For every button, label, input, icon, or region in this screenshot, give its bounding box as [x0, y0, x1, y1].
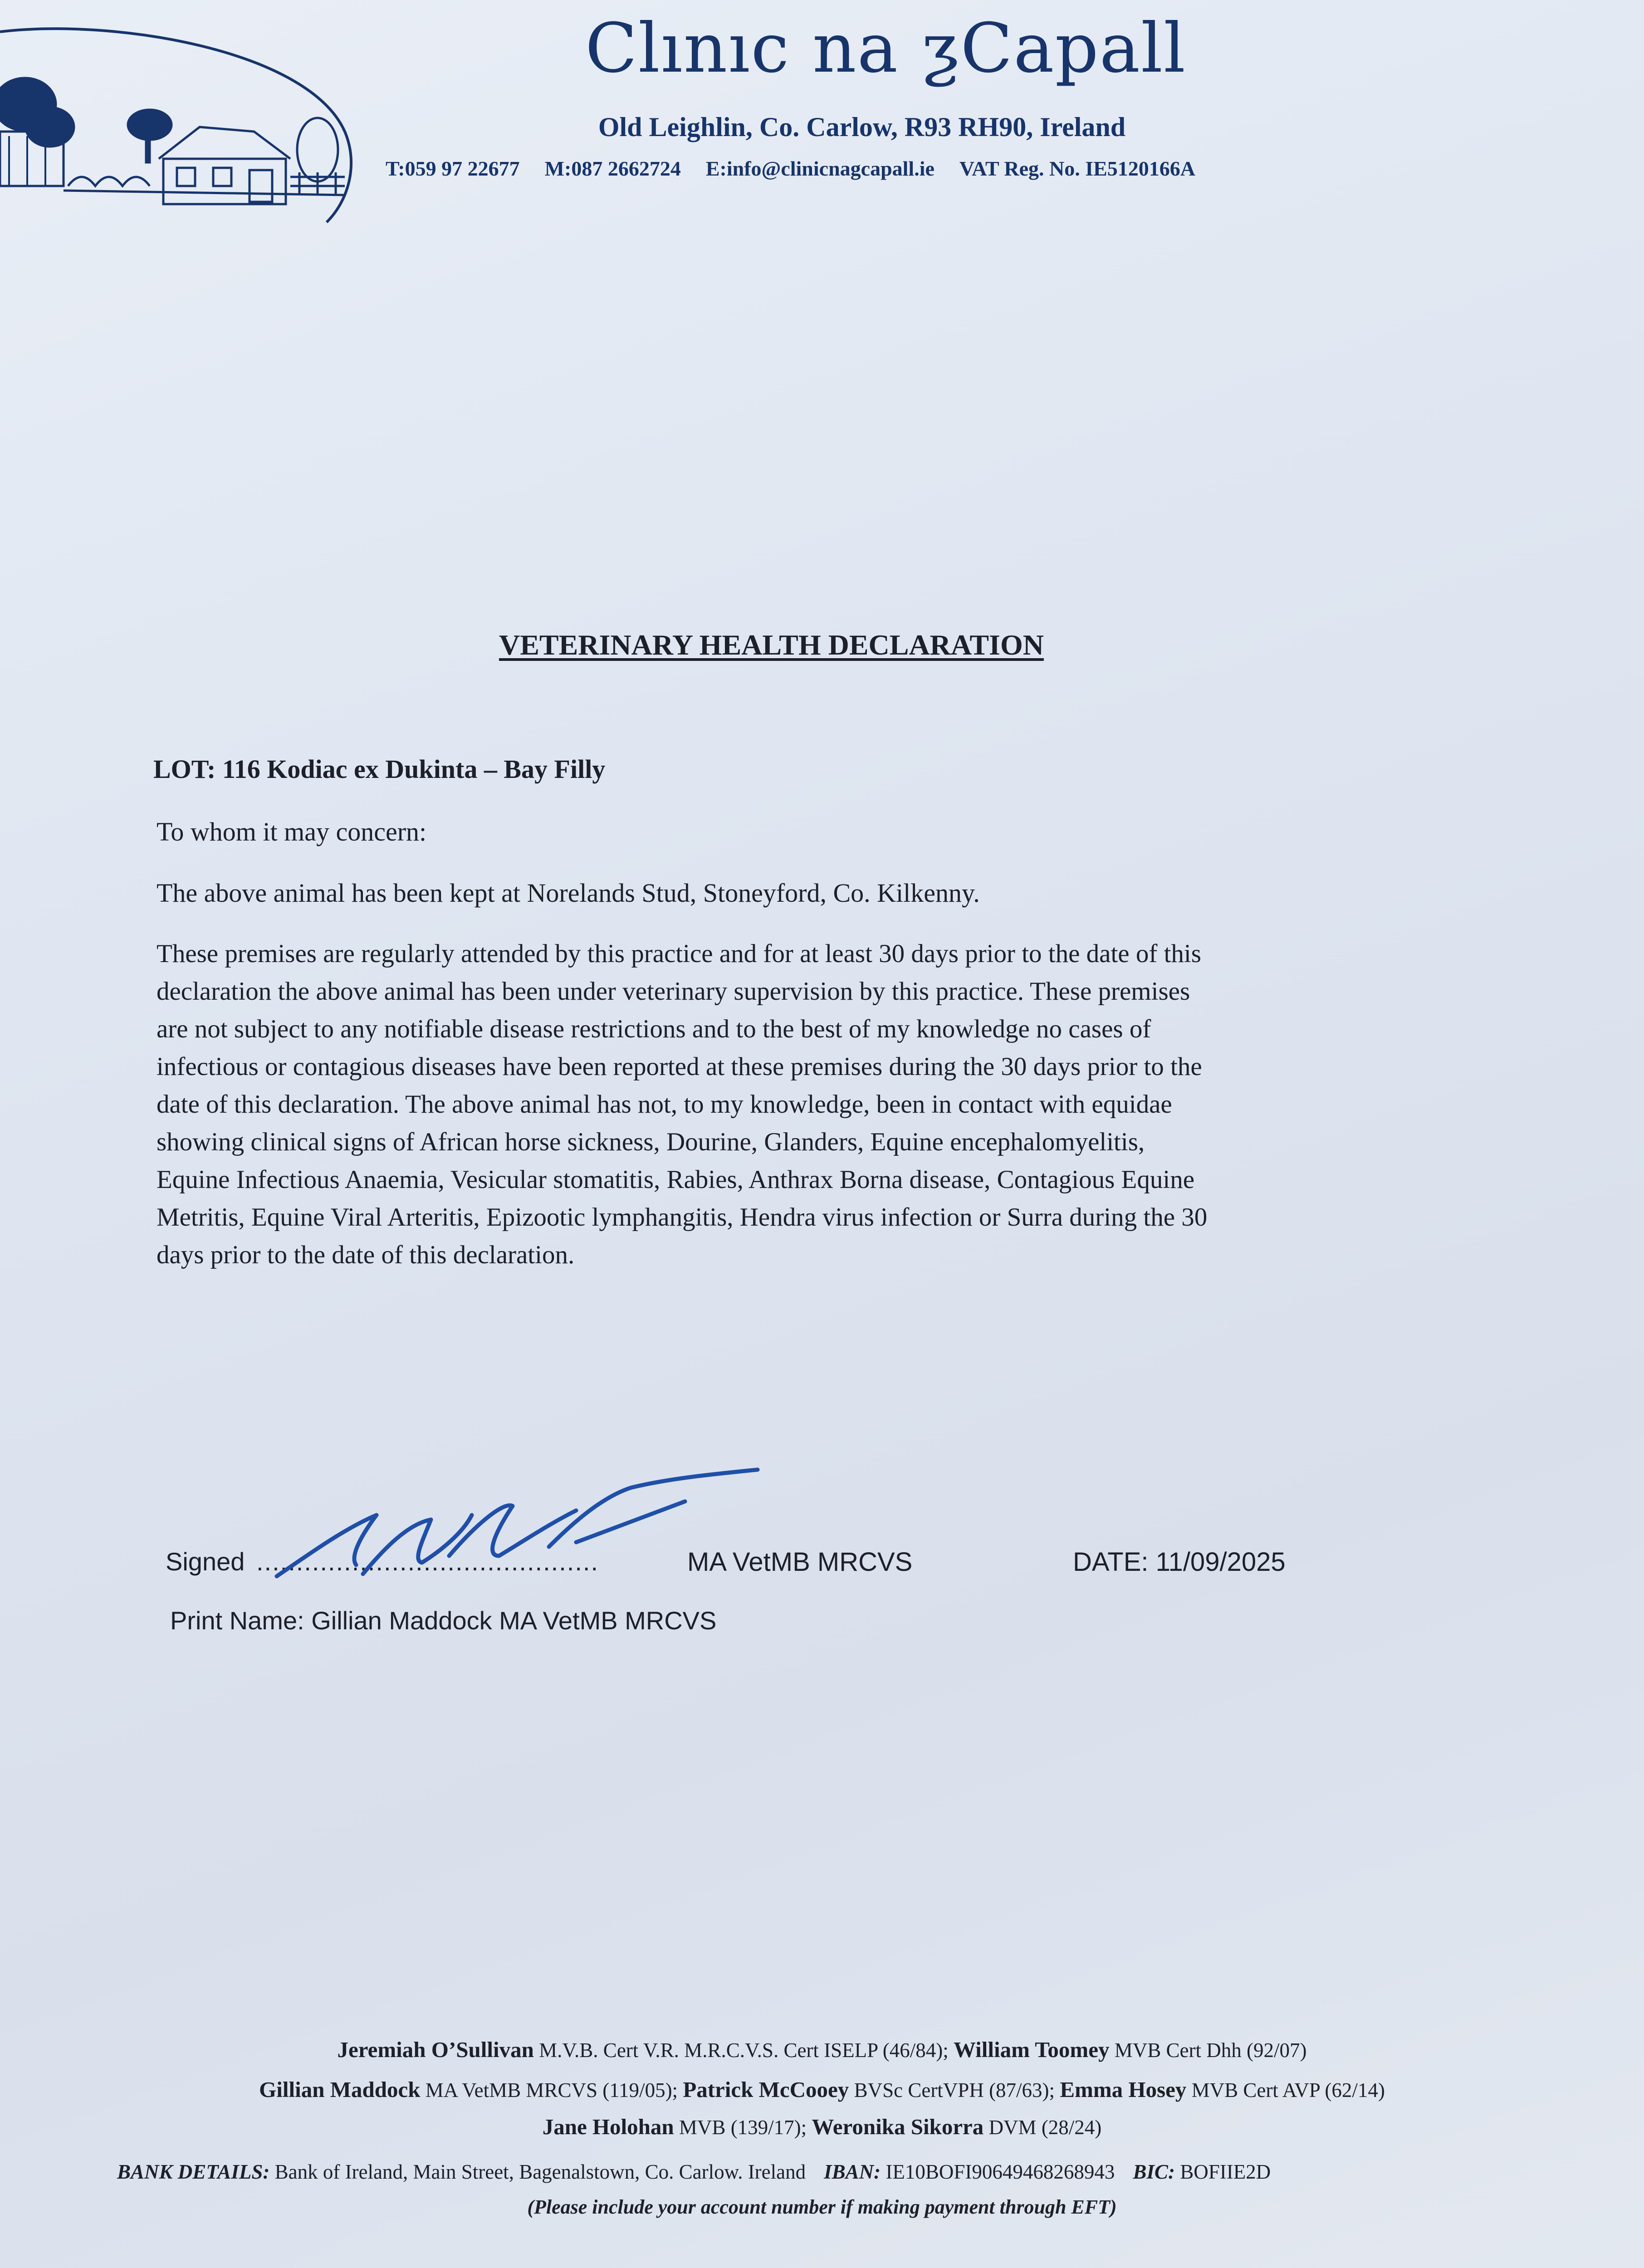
clinic-mobile: M:087 2662724: [544, 157, 681, 180]
staff-name: Jane Holohan: [542, 2114, 674, 2139]
staff-name: Emma Hosey: [1060, 2077, 1187, 2102]
bank-details-label: BANK DETAILS:: [117, 2160, 270, 2183]
declaration-paragraph-line: showing clinical signs of African horse sickness, Dourine, Glanders, Equine encephalomyelitis,: [157, 1128, 1145, 1156]
staff-qualifications: M.V.B. Cert V.R. M.R.C.V.S. Cert ISELP (46/84);: [539, 2039, 949, 2062]
premises-statement: The above animal has been kept at Norelands Stud, Stoneyford, Co. Kilkenny.: [157, 878, 980, 908]
clinic-contacts: [386, 156, 1220, 181]
footer-staff-line-3: [0, 2114, 1644, 2140]
staff-name: Jeremiah O’Sullivan: [337, 2037, 534, 2062]
print-name: Print Name: Gillian Maddock MA VetMB MRCVS: [170, 1606, 717, 1635]
declaration-paragraph-line: Equine Infectious Anaemia, Vesicular stomatitis, Rabies, Anthrax Borna disease, Contagious Equine: [157, 1165, 1194, 1194]
bic-value: BOFIIE2D: [1180, 2160, 1271, 2183]
iban-label: IBAN:: [824, 2160, 881, 2183]
declaration-paragraph-line: declaration the above animal has been under veterinary supervision by this practice. These premises: [157, 977, 1190, 1006]
clinic-email: E:info@clinicnagcapall.ie: [705, 157, 935, 180]
staff-qualifications: BVSc CertVPH (87/63);: [854, 2079, 1055, 2102]
declaration-date: DATE: 11/09/2025: [1073, 1547, 1286, 1577]
bic-label: BIC:: [1133, 2160, 1175, 2183]
declaration-paragraph-line: are not subject to any notifiable disease restrictions and to the best of my knowledge no cases of: [157, 1015, 1151, 1043]
declaration-paragraph-line: Metritis, Equine Viral Arteritis, Epizootic lymphangitis, Hendra virus infection or Surra during the 30: [157, 1203, 1208, 1232]
staff-qualifications: DVM (28/24): [988, 2116, 1102, 2139]
declaration-paragraph-line: date of this declaration. The above animal has not, to my knowledge, been in contact with equidae: [157, 1090, 1172, 1119]
declaration-paragraph-line: days prior to the date of this declaration.: [157, 1241, 575, 1269]
staff-qualifications: MVB Cert AVP (62/14): [1191, 2079, 1385, 2102]
greeting: To whom it may concern:: [157, 817, 427, 846]
clinic-address: Old Leighlin, Co. Carlow, R93 RH90, Ireland: [598, 112, 1126, 142]
staff-qualifications: MA VetMB MRCVS (119/05);: [425, 2079, 678, 2102]
signature-dotted-line: ...........................................: [256, 1547, 599, 1576]
staff-name: William Toomey: [954, 2037, 1110, 2062]
lot-description: LOT: 116 Kodiac ex Dukinta – Bay Filly: [153, 754, 606, 784]
staff-name: Gillian Maddock: [259, 2077, 421, 2102]
clinic-vat-number: VAT Reg. No. IE5120166A: [959, 157, 1196, 180]
clinic-telephone: T:059 97 22677: [386, 157, 520, 180]
iban-value: IE10BOFI90649468268943: [886, 2160, 1115, 2183]
footer-staff-line-2: [0, 2077, 1644, 2102]
bank-details: [117, 2160, 1271, 2184]
staff-qualifications: MVB (139/17);: [679, 2116, 807, 2139]
clinic-logo-farmhouse-drawing: [0, 14, 363, 227]
staff-name: Patrick McCooey: [683, 2077, 849, 2102]
bank-details-value: Bank of Ireland, Main Street, Bagenalstown, Co. Carlow. Ireland: [274, 2160, 806, 2183]
footer-staff-line-1: [0, 2037, 1644, 2063]
clinic-name: Clınıc na ƺCapall: [585, 9, 1186, 88]
signed-label: Signed: [166, 1547, 245, 1576]
signature-qualifications: MA VetMB MRCVS: [687, 1547, 913, 1577]
staff-qualifications: MVB Cert Dhh (92/07): [1114, 2039, 1307, 2062]
declaration-paragraph-line: infectious or contagious diseases have been reported at these premises during the 30 days prior to the: [157, 1052, 1202, 1081]
document-title: VETERINARY HEALTH DECLARATION: [499, 629, 1044, 661]
declaration-paragraph-line: These premises are regularly attended by this practice and for at least 30 days prior to the date of this: [157, 939, 1201, 968]
eft-payment-note: (Please include your account number if making payment through EFT): [527, 2196, 1117, 2218]
staff-name: Weronika Sikorra: [812, 2114, 984, 2139]
